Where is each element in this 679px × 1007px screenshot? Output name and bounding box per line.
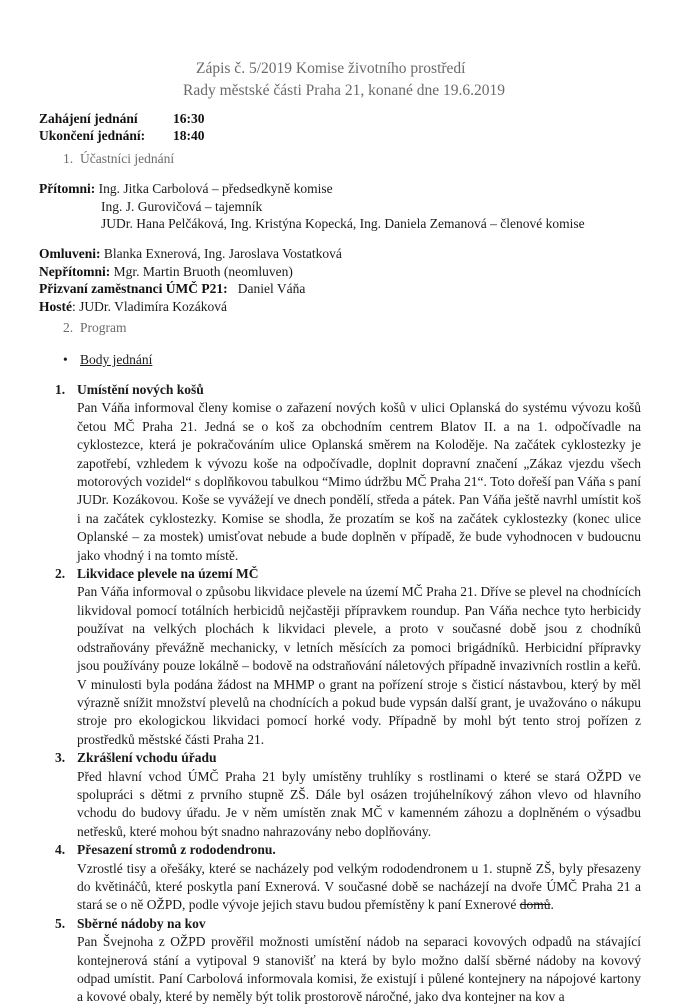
item-title: Likvidace plevele na území MČ <box>77 566 259 582</box>
item-title: Přesazení stromů z rododendronu. <box>77 842 276 858</box>
end-time-value: 18:40 <box>173 128 205 143</box>
start-time-row <box>39 110 205 127</box>
title-line-2: Rady městské části Praha 21, konané dne 19.6.2019 <box>183 82 505 99</box>
agenda-item <box>55 915 641 1007</box>
excused-label: Omluveni: <box>39 246 101 261</box>
item-number: 1. <box>55 382 66 397</box>
item-title: Zkrášlení vchodu úřadu <box>77 750 217 766</box>
guests-value: : JUDr. Vladimíra Kozáková <box>72 298 227 314</box>
agenda-heading: Body jednání <box>80 352 153 367</box>
meeting-times <box>39 110 205 144</box>
excused-value: Blanka Exnerová, Ing. Jaroslava Vostatková <box>103 246 342 261</box>
invited-value: Daniel Váňa <box>237 281 306 296</box>
agenda-item <box>55 841 641 915</box>
item-text: Před hlavní vchod ÚMČ Praha 21 byly umístěny truhlíky s rostlinami o které se stará OŽPD ve spolupráci s dětmi z prvního stupně ZŠ. Dále byl osázen trojúhelníkový záhon vlevo od hlavního vchodu do budovy úřadu. Je v něm umístěn znak MČ v kamenném záhozu a doplněném o výsadbu netřesků, které mohou být snadno nahrazovány nebo doplňovány. <box>77 768 641 839</box>
item-number: 4. <box>55 842 66 858</box>
agenda-items <box>55 381 641 1007</box>
start-time-value: 16:30 <box>173 111 205 126</box>
title-line-1: Zápis č. 5/2019 Komise životního prostředí <box>196 60 466 77</box>
item-title: Umístění nových košů <box>77 382 204 397</box>
guests-label: Hosté <box>39 298 72 314</box>
section-heading-participants <box>63 151 174 167</box>
start-time-label: Zahájení jednání <box>39 111 138 126</box>
agenda-item <box>55 381 641 565</box>
bullet-icon: • <box>63 352 68 367</box>
item-title: Sběrné nádoby na kov <box>77 915 206 931</box>
item-number: 3. <box>55 750 66 766</box>
invited-label: Přizvaní zaměstnanci ÚMČ P21: <box>39 281 228 296</box>
item-text-tail: . <box>550 897 554 913</box>
attendance-other-block <box>39 245 342 315</box>
item-number: 2. <box>55 566 66 582</box>
absent-value: Mgr. Martin Bruoth (neomluven) <box>113 263 293 279</box>
item-number: 5. <box>55 915 66 931</box>
section-number: 2. <box>63 320 74 335</box>
present-label: Přítomni: <box>39 181 96 196</box>
item-text: Pan Švejnoha z OŽPD prověřil možnosti umístění nádob na separaci kovových odpadů na stávající kontejnerová stání a vytipoval 9 stanovišť na která by bylo možno další sběrné nádoby na kovový odpad umístit. Paní Carbolová informovala komisi, že existují i půlené kontejnery na nápojové kartony a kovové obaly, které by neměly být tolik prostorově náročné, jako dva kontejner na kov a <box>77 934 641 1005</box>
section-title: Program <box>80 320 127 335</box>
present-person: Ing. J. Gurovičová – tajemník <box>101 198 263 214</box>
end-time-label: Ukončení jednání: <box>39 128 146 143</box>
agenda-bullet <box>63 352 152 368</box>
item-text: Pan Váňa informoval o způsobu likvidace plevele na území MČ Praha 21. Dříve se plevel na chodnících likvidoval pomocí totálních herbicidů nejčastěji přípravkem roundup. Pan Váňa nechce tyto herbicidy používat na velkých plochách k likvidaci plevele, a proto v současné době jsou z chodníků odstraňovány převážně mechanicky, v letních měsících za pomoci brigádníků. Herbicidní přípravky jsou používány pouze lokálně – bodově na odstraňování náletových případně invazivních rostlin a keřů. V minulosti byla podána žádost na MHMP o grant na pořízení stroje s čisticí nástavbou, který by měl výrazně snížit množství plevelů na chodnících a pokud bude vypsán další grant, je uvažováno o nákupu stroje pro ekologickou likvidaci pomocí horké vody. Případně by mohl být tento stroj pořízen z prostředků městské části Praha 21. <box>77 584 641 747</box>
item-text-main: Vzrostlé tisy a ořešáky, které se nacházely pod velkým rododendronem u 1. stupně ZŠ, byly přesazeny do květináčů, které poskytla paní Exnerová. V současné době se nacházejí na dvoře ÚMČ Praha 21 a stará se o ně OŽPD, podle vývoje jejich stavu budou přemístěny k paní Exnerové <box>77 860 641 913</box>
item-text: Pan Váňa informoval členy komise o zařazení nových košů v ulici Oplanská do systému vývozu košů četou MČ Praha 21. Jedná se o koš za obchodním centrem Blatov II. a na 1. odpočívadle na cyklostezce, která je pokračováním ulice Oplanská směrem na Koloděje. Na začátek cyklostezky je zapotřebí, vzhledem k vývozu koše na odpočívadle, doplnit dopravní značení „Zákaz vjezdu všech motorových vozidel“ s doplňkovou tabulkou “Mimo údržbu MČ Praha 21“. Toto dořeší pan Váňa s paní JUDr. Kozákovou. Koše se vyvážejí ve dnech pondělí, středa a pátek. Pan Váňa ještě navrhl umístit koš i na začátek cyklostezky. Komise se shodla, že prozatím se koš na začátek cyklostezky (konec ulice Oplanské – za mostek) umisťovat nebude a bude doplněn v případě, že bude vyhodnocen v budoucnu jako vhodný i na tomto místě. <box>77 400 641 563</box>
section-title: Účastníci jednání <box>80 151 175 166</box>
struck-word: domů <box>519 897 551 913</box>
present-person: JUDr. Hana Pelčáková, Ing. Kristýna Kopecká, Ing. Daniela Zemanová – členové komise <box>101 216 585 231</box>
agenda-item <box>55 565 641 749</box>
absent-label: Nepřítomni: <box>39 263 111 279</box>
section-heading-program <box>63 320 127 336</box>
section-number: 1. <box>63 151 74 166</box>
present-person: Ing. Jitka Carbolová – předsedkyně komise <box>98 181 333 196</box>
present-block <box>39 180 585 233</box>
item-text <box>55 860 641 915</box>
agenda-item <box>55 749 641 841</box>
end-time-row <box>39 127 205 144</box>
